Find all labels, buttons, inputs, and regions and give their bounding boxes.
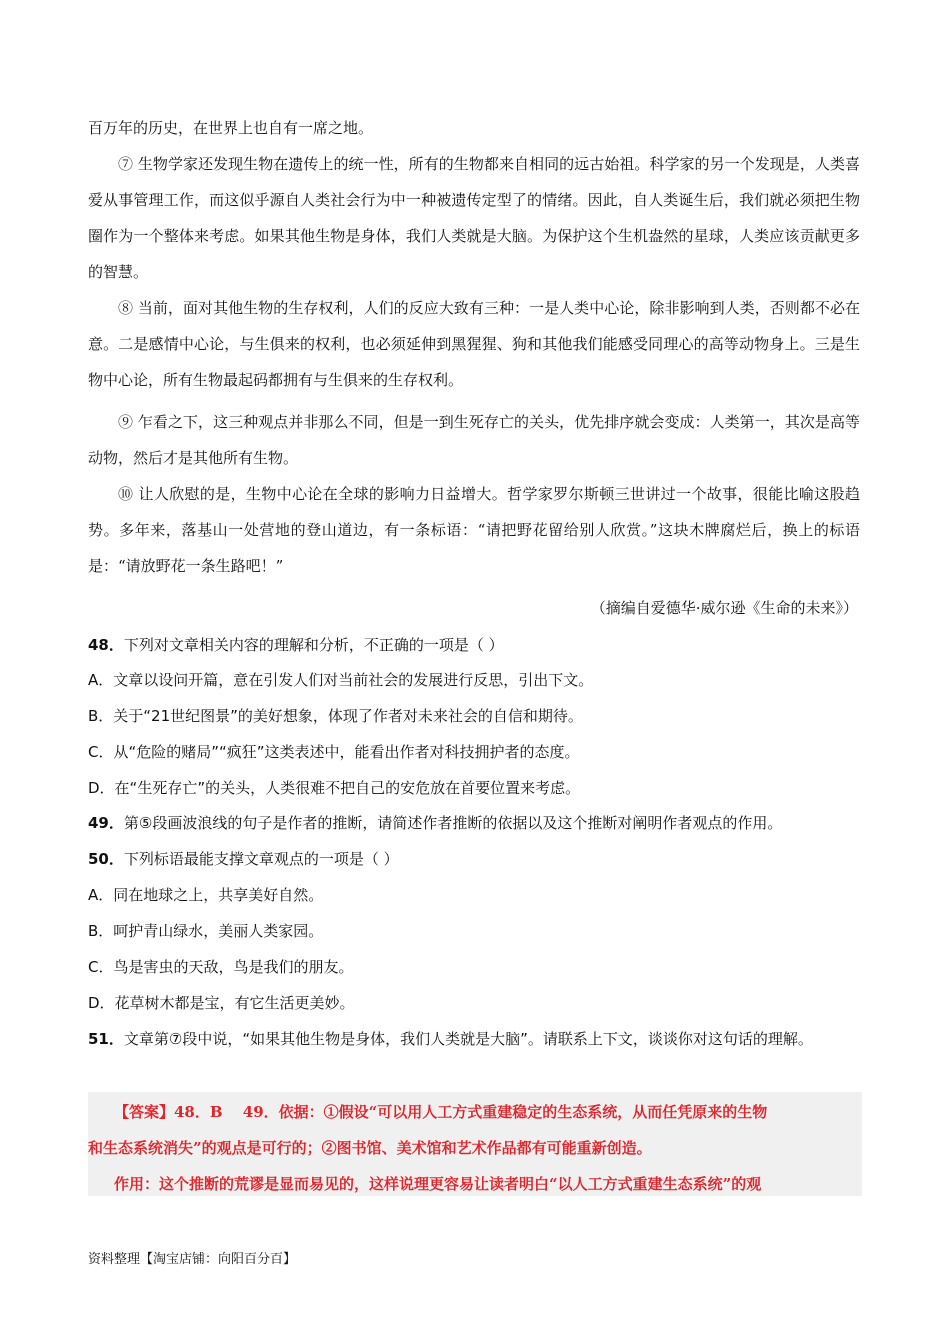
question-stem: 下列标语最能支撑文章观点的一项是（ ）: [123, 850, 399, 868]
question-50: [88, 847, 860, 871]
question-48: [88, 633, 860, 657]
paragraph-9: ⑨ 乍看之下，这三种观点并非那么不同，但是一到生死存亡的关头，优先排序就会变成：人类第一，其次是高等动物，然后才是其他所有生物。: [88, 413, 860, 467]
paragraph-7: ⑦ 生物学家还发现生物在遗传上的统一性，所有的生物都来自相同的远古始祖。科学家的另一个发现是，人类喜爱从事管理工作，而这似乎源自人类社会行为中一种被遗传定型了的情绪。因此，自人类诞生后，我们就必须把生物圈作为一个整体来考虑。如果其他生物是身体，我们人类就是大脑。为保护这个生机盎然的星球，人类应该贡献更多的智慧。: [88, 155, 860, 281]
question-stem: 下列对文章相关内容的理解和分析，不正确的一项是（ ）: [123, 636, 504, 654]
source-citation: （摘编自爱德华·威尔逊《生命的未来》）: [590, 599, 858, 617]
paragraph-continued: 百万年的历史，在世界上也自有一席之地。: [88, 119, 374, 137]
question-number: 49．: [88, 814, 124, 832]
paragraph-8: ⑧ 当前，面对其他生物的生存权利，人们的反应大致有三种：一是人类中心论，除非影响到人类，否则都不必在意。二是感情中心论，与生俱来的权利，也必须延伸到黑猩猩、狗和其他我们能感受同理心的高等动物身上。三是生物中心论，所有生物最起码都拥有与生俱来的生存权利。: [88, 299, 860, 389]
option-50-a: A．同在地球之上，共享美好自然。: [88, 886, 324, 904]
option-48-a: A．文章以设问开篇，意在引发人们对当前社会的发展进行反思，引出下文。: [88, 671, 594, 689]
question-stem: 第⑤段画波浪线的句子是作者的推断，请简述作者推断的依据以及这个推断对阐明作者观点的作用。: [123, 814, 783, 832]
option-48-b: B．关于“21世纪图景”的美好想象，体现了作者对未来社会的自信和期待。: [88, 707, 583, 725]
option-48-d: D．在“生死存亡”的关头，人类很难不把自己的安危放在首要位置来考虑。: [88, 779, 581, 797]
footer-note: 资料整理【淘宝店铺：向阳百分百】: [88, 1252, 297, 1267]
option-50-d: D．花草树木都是宝，有它生活更美妙。: [88, 994, 355, 1012]
answer-line-2: 和生态系统消失”的观点是可行的；②图书馆、美术馆和艺术作品都有可能重新创造。: [88, 1139, 652, 1157]
question-51: [88, 1021, 860, 1057]
option-48-c: C．从“危险的赌局”“疯狂”这类表述中，能看出作者对科技拥护者的态度。: [88, 743, 580, 761]
option-50-b: B．呵护青山绿水，美丽人类家园。: [88, 922, 324, 940]
question-stem: 文章第⑦段中说，“如果其他生物是身体，我们人类就是大脑”。请联系上下文，谈谈你对这句话的理解。: [123, 1030, 813, 1048]
question-49: [88, 811, 860, 835]
answer-box: [88, 1092, 862, 1196]
answer-line-1: 【答案】48．B 49．依据：①假设“可以用人工方式重建稳定的生态系统，从而任凭原来的生物: [114, 1103, 768, 1121]
question-number: 48．: [88, 636, 124, 654]
question-number: 50．: [88, 850, 124, 868]
option-50-c: C．鸟是害虫的天敌，鸟是我们的朋友。: [88, 958, 354, 976]
answer-line-3: 作用：这个推断的荒谬是显而易见的，这样说理更容易让读者明白“以人工方式重建生态系统”的观: [114, 1175, 762, 1193]
paragraph-10: ⑩ 让人欣慰的是，生物中心论在全球的影响力日益增大。哲学家罗尔斯顿三世讲过一个故事，很能比喻这股趋势。多年来，落基山一处营地的登山道边，有一条标语：“请把野花留给别人欣赏。”这块木牌腐烂后，换上的标语是：“请放野花一条生路吧！”: [88, 485, 860, 575]
question-number: 51．: [88, 1030, 124, 1048]
